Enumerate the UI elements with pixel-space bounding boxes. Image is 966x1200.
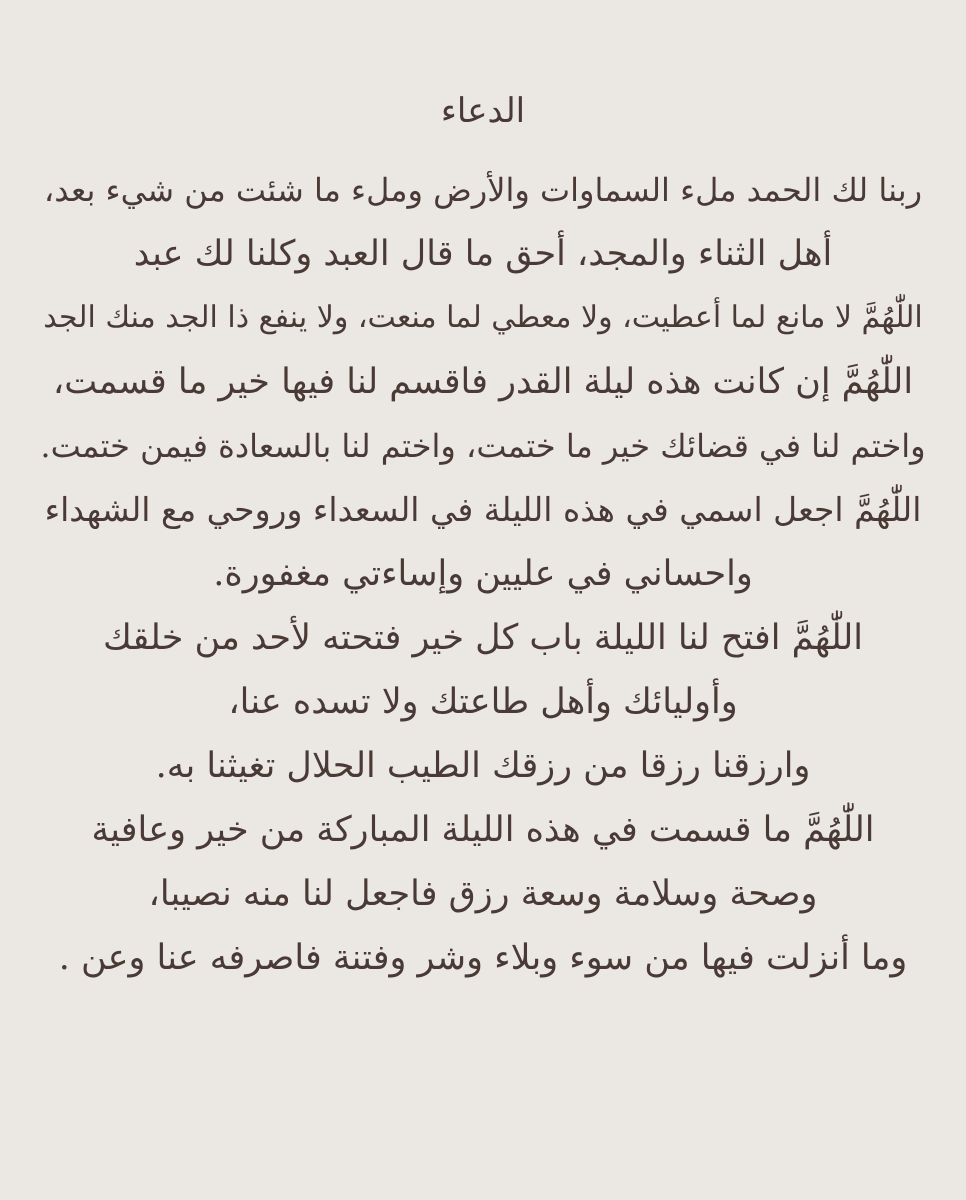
text-line: وصحة وسلامة وسعة رزق فاجعل لنا منه نصيبا، [148,874,818,914]
text-line: واختم لنا في قضائك خير ما ختمت، واختم لنا بالسعادة فيمن ختمت. [40,427,926,465]
text-line: وأوليائك وأهل طاعتك ولا تسده عنا، [228,682,738,722]
prayer-text [40,158,926,990]
text-line: اللّٰهُمَّ اجعل اسمي في هذه الليلة في السعداء وروحي مع الشهداء [44,490,922,529]
text-line: اللّٰهُمَّ ما قسمت في هذه الليلة المباركة من خير وعافية [91,810,875,850]
text-line: اللّٰهُمَّ إن كانت هذه ليلة القدر فاقسم لنا فيها خير ما قسمت، [52,362,914,402]
text-line: واحساني في عليين وإساءتي مغفورة. [213,554,753,594]
text-line: أهل الثناء والمجد، أحق ما قال العبد وكلنا لك عبد [133,234,833,274]
text-line: اللّٰهُمَّ افتح لنا الليلة باب كل خير فتحته لأحد من خلقك [102,618,864,658]
text-line: اللّٰهُمَّ لا مانع لما أعطيت، ولا معطي لما منعت، ولا ينفع ذا الجد منك الجد [43,300,923,335]
text-line: ربنا لك الحمد ملء السماوات والأرض وملء ما شئت من شيء بعد، [43,171,923,209]
text-line: وارزقنا رزقا من رزقك الطيب الحلال تغيثنا به. [155,746,811,786]
text-line: وما أنزلت فيها من سوء وبلاء وشر وفتنة فاصرفه عنا وعن . [58,938,908,978]
document-title: الدعاء [440,91,526,131]
